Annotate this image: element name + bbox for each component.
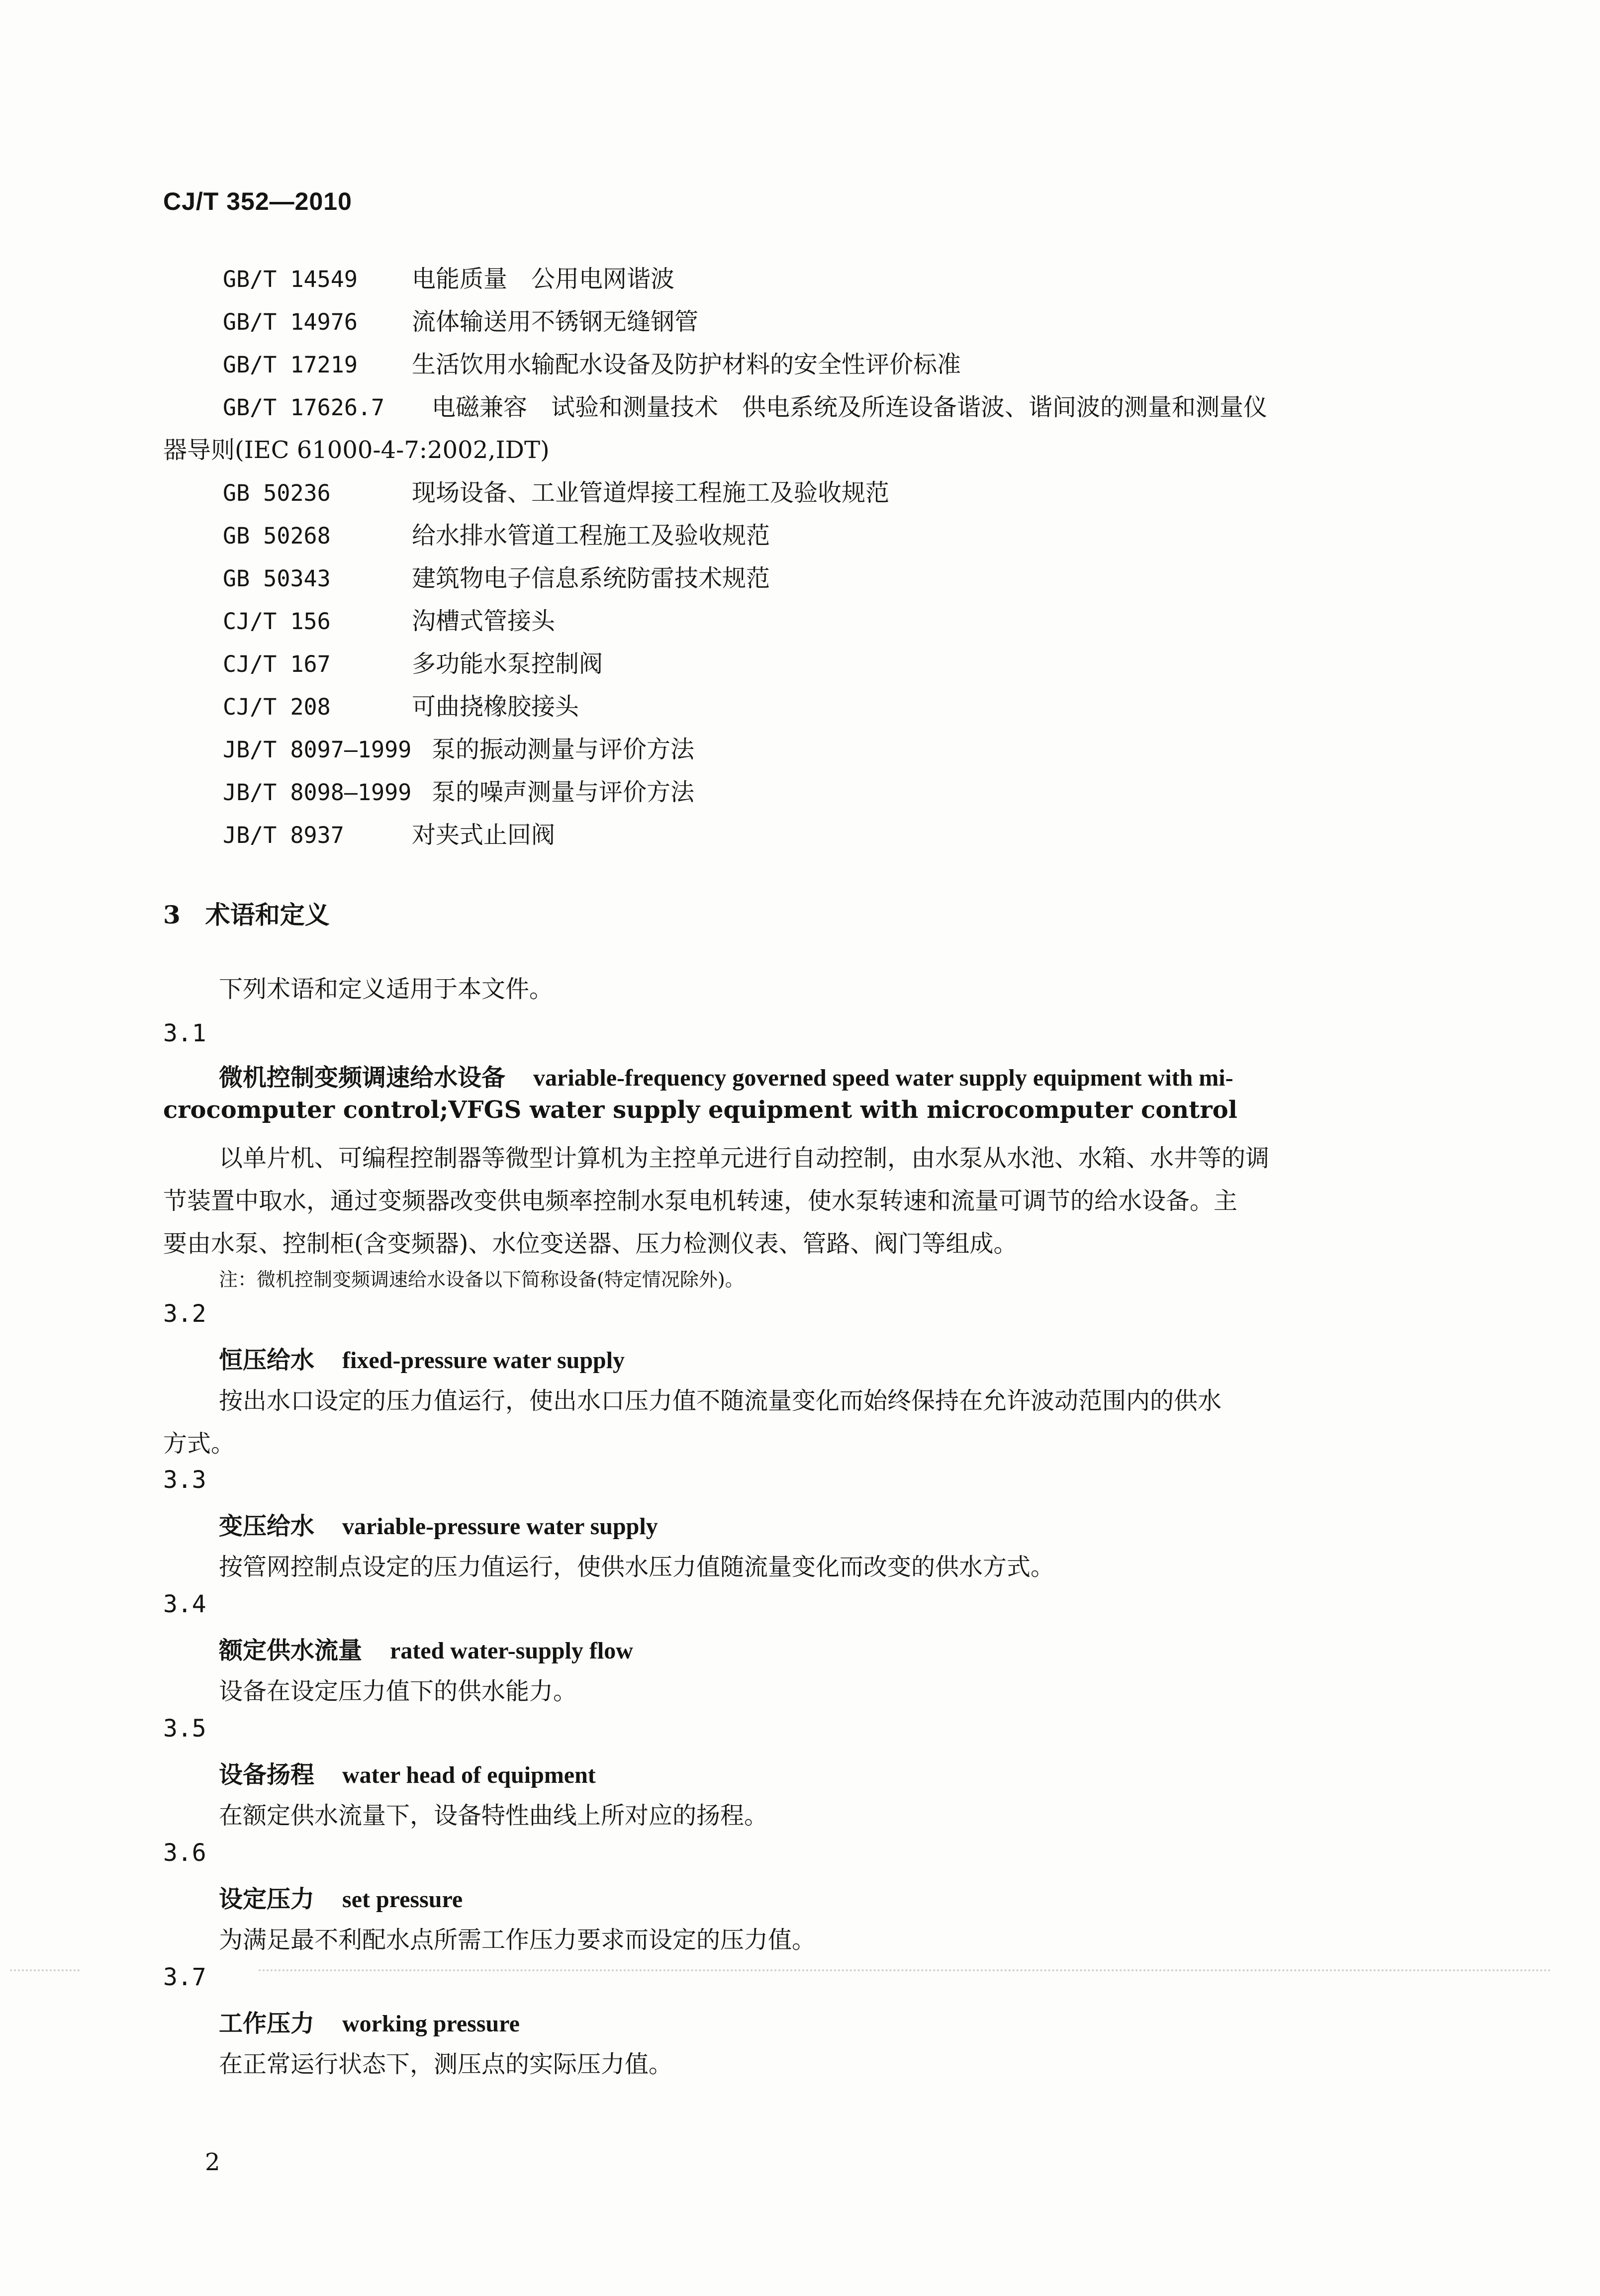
definition-line: 按管网控制点设定的压力值运行，使供水压力值随流量变化而改变的供水方式。: [219, 1553, 1055, 1581]
reference-title: 泵的振动测量与评价方法: [432, 735, 695, 763]
reference-item: [223, 260, 674, 294]
reference-code: JB/T 8098—1999: [223, 779, 412, 806]
reference-item: [223, 516, 770, 551]
reference-title: 电能质量 公用电网谐波: [412, 265, 675, 293]
term-chinese: 设备扬程: [219, 1761, 315, 1789]
definition-line: 在正常运行状态下，测压点的实际压力值。: [219, 2050, 673, 2078]
term-english: rated water-supply flow: [390, 1638, 633, 1664]
term-english: variable-pressure water supply: [342, 1513, 658, 1540]
reference-title: 给水排水管道工程施工及验收规范: [412, 522, 770, 550]
reference-code: CJ/T 208: [223, 694, 331, 720]
term-english: set pressure: [342, 1886, 463, 1913]
reference-item: [223, 473, 889, 508]
reference-item: [223, 730, 694, 764]
reference-item: [223, 345, 961, 379]
term-heading: [219, 1631, 633, 1665]
definition-line: 以单片机、可编程控制器等微型计算机为主控单元进行自动控制，由水泵从水池、水箱、水井等的调: [219, 1144, 1270, 1172]
definition-line: 为满足最不利配水点所需工作压力要求而设定的压力值。: [219, 1926, 816, 1954]
reference-code: CJ/T 156: [223, 608, 331, 635]
definition-line: 节装置中取水，通过变频器改变供电频率控制水泵电机转速，使水泵转速和流量可调节的给水设备。主: [163, 1187, 1238, 1215]
term-heading: [219, 1058, 1233, 1093]
term-number: 3.5: [163, 1715, 206, 1743]
term-chinese: 变压给水: [219, 1512, 315, 1540]
reference-title: 电磁兼容 试验和测量技术 供电系统及所连设备谐波、谐间波的测量和测量仪: [432, 393, 1268, 421]
reference-title: 生活饮用水输配水设备及防护材料的安全性评价标准: [412, 351, 961, 378]
reference-code: GB/T 17626.7: [223, 394, 385, 421]
term-number: 3.7: [163, 1963, 206, 1991]
reference-title: 可曲挠橡胶接头: [412, 693, 579, 721]
reference-title: 泵的噪声测量与评价方法: [432, 778, 695, 806]
term-note: 注：微机控制变频调速给水设备以下简称设备(特定情况除外)。: [219, 1269, 744, 1290]
term-chinese: 额定供水流量: [219, 1637, 363, 1664]
definition-line: 按出水口设定的压力值运行，使出水口压力值不随流量变化而始终保持在允许波动范围内的供水: [219, 1387, 1222, 1415]
definition-line: 要由水泵、控制柜(含变频器)、水位变送器、压力检测仪表、管路、阀门等组成。: [163, 1230, 1018, 1258]
section-heading: 3 术语和定义: [163, 900, 330, 929]
reference-code: GB/T 14976: [223, 309, 358, 335]
definition-line: 在额定供水流量下，设备特性曲线上所对应的扬程。: [219, 1802, 768, 1830]
reference-item: [223, 687, 579, 722]
term-heading: [219, 1880, 463, 1914]
term-chinese: 设定压力: [219, 1885, 315, 1913]
term-number: 3.6: [163, 1839, 206, 1867]
term-chinese: 微机控制变频调速给水设备: [219, 1064, 506, 1092]
reference-code: GB 50343: [223, 565, 331, 592]
term-english-continuation: crocomputer control;VFGS water supply equipment with microcomputer control: [163, 1096, 1237, 1124]
term-english: water head of equipment: [342, 1762, 596, 1788]
term-number: 3.2: [163, 1300, 206, 1328]
reference-item: [223, 816, 555, 850]
reference-code: GB/T 14549: [223, 266, 358, 292]
document-code: CJ/T 352—2010: [163, 187, 352, 215]
reference-code: GB/T 17219: [223, 352, 358, 378]
reference-item: [223, 602, 555, 636]
reference-item: [223, 302, 698, 337]
reference-item: [223, 773, 694, 807]
term-english: fixed-pressure water supply: [342, 1347, 625, 1374]
term-number: 3.4: [163, 1590, 206, 1618]
term-number: 3.3: [163, 1466, 206, 1494]
reference-title: 流体输送用不锈钢无缝钢管: [412, 308, 699, 336]
term-heading: [219, 1755, 596, 1790]
scan-noise: [10, 1969, 80, 1974]
reference-title: 多功能水泵控制阀: [412, 650, 603, 678]
definition-line: 方式。: [163, 1430, 235, 1458]
reference-code: GB 50236: [223, 480, 331, 506]
term-english: working pressure: [342, 2011, 520, 2037]
reference-code: JB/T 8937: [223, 822, 344, 848]
reference-continuation: 器导则(IEC 61000-4-7:2002,IDT): [163, 436, 550, 464]
term-english: variable-frequency governed speed water supply equipment with mi-: [533, 1065, 1233, 1091]
reference-item: [223, 644, 603, 679]
scan-noise: [259, 1969, 1552, 1974]
reference-title: 建筑物电子信息系统防雷技术规范: [412, 564, 770, 592]
reference-code: JB/T 8097—1999: [223, 736, 412, 763]
term-chinese: 工作压力: [219, 2010, 315, 2037]
reference-item: [223, 388, 1267, 422]
page-number: 2: [205, 2148, 220, 2176]
definition-line: 设备在设定压力值下的供水能力。: [219, 1677, 577, 1705]
term-chinese: 恒压给水: [219, 1346, 315, 1374]
reference-item: [223, 559, 770, 593]
reference-title: 对夹式止回阀: [412, 821, 556, 849]
term-heading: [219, 1341, 625, 1375]
term-heading: [219, 2004, 520, 2038]
reference-code: CJ/T 167: [223, 651, 331, 677]
section-intro: 下列术语和定义适用于本文件。: [219, 975, 554, 1003]
term-number: 3.1: [163, 1019, 206, 1047]
term-heading: [219, 1507, 658, 1541]
reference-code: GB 50268: [223, 523, 331, 549]
reference-title: 沟槽式管接头: [412, 607, 556, 635]
reference-title: 现场设备、工业管道焊接工程施工及验收规范: [412, 479, 890, 507]
